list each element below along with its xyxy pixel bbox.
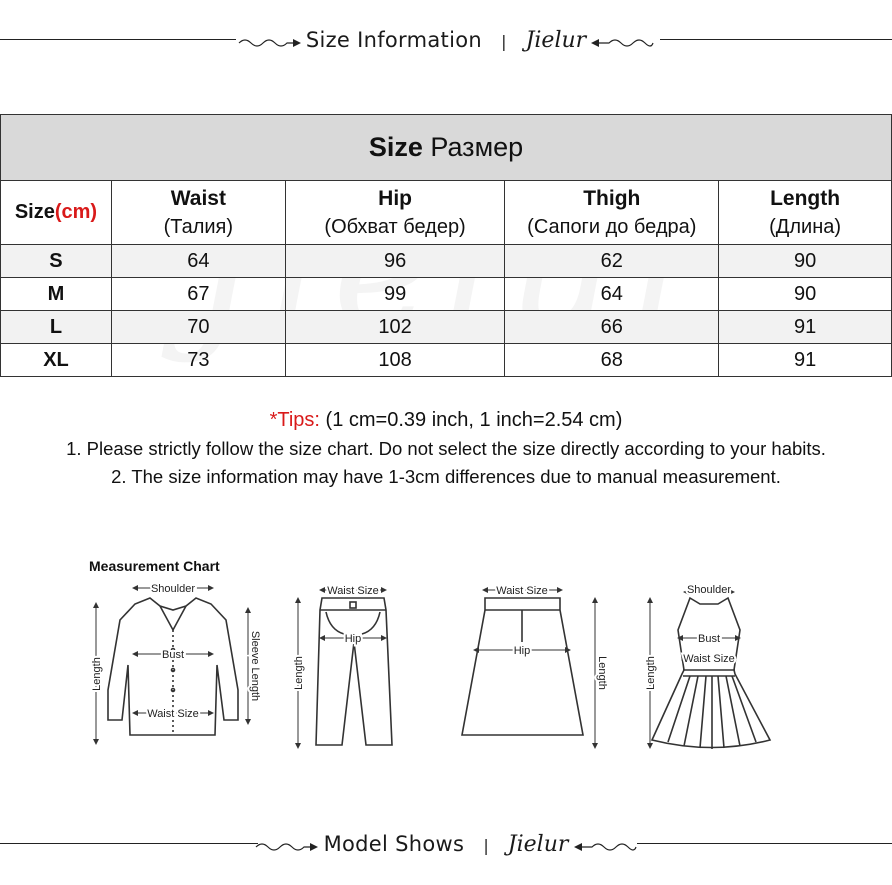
header-separator: |: [501, 32, 507, 51]
waist-cell: 64: [111, 245, 285, 278]
swirl-arrow-icon: [591, 36, 655, 50]
swirl-arrow-icon: [237, 36, 301, 50]
pants-icon: [316, 598, 392, 745]
table-heading-row: [1, 115, 892, 181]
brand-logo-text: Jielur: [507, 832, 569, 857]
measurement-chart-figures: [0, 570, 892, 760]
column-title: Length: [770, 186, 841, 210]
length-cell: 90: [719, 278, 892, 311]
label-length: Length: [293, 656, 305, 690]
hip-cell: 102: [285, 311, 505, 344]
table-row: [1, 245, 892, 278]
measure-arrows: [476, 590, 595, 746]
column-subtitle: (Обхват бедер): [324, 215, 466, 238]
label-bust: Bust: [161, 649, 185, 661]
thigh-cell: 68: [505, 344, 719, 377]
thigh-cell: 62: [505, 245, 719, 278]
label-shoulder: Shoulder: [686, 584, 732, 596]
swirl-arrow-icon: [254, 840, 318, 854]
size-col-unit: (cm): [54, 201, 98, 223]
header-banner: [0, 20, 892, 60]
column-title: Waist: [170, 186, 226, 210]
label-length: Length: [91, 657, 103, 691]
size-table: [0, 114, 892, 377]
size-col-label: Size: [14, 201, 55, 223]
footer-banner: [0, 824, 892, 864]
column-header-waist: [111, 181, 285, 245]
size-cell: L: [1, 311, 112, 344]
hip-cell: 108: [285, 344, 505, 377]
column-title: Thigh: [583, 186, 641, 210]
table-heading: [1, 115, 892, 181]
column-title: Hip: [378, 186, 412, 210]
table-row: [1, 344, 892, 377]
length-cell: 91: [719, 311, 892, 344]
column-subtitle: (Длина): [769, 215, 842, 238]
hip-cell: 99: [285, 278, 505, 311]
label-waist-size: Waist Size: [147, 708, 199, 720]
header-title-group: [0, 20, 892, 60]
size-cell: M: [1, 278, 112, 311]
column-header-size: [1, 181, 112, 245]
length-cell: 91: [719, 344, 892, 377]
hip-cell: 96: [285, 245, 505, 278]
column-subtitle: (Сапоги до бедра): [527, 215, 697, 238]
size-cell: XL: [1, 344, 112, 377]
table-heading-rest: Размер: [430, 132, 524, 162]
table-column-header-row: [1, 181, 892, 245]
label-waist-size: Waist Size: [327, 585, 379, 597]
label-hip: Hip: [344, 633, 362, 645]
dress-icon: [652, 598, 770, 749]
label-waist-size: Waist Size: [683, 653, 735, 665]
skirt-icon: [462, 598, 583, 735]
label-bust: Bust: [697, 633, 721, 645]
label-waist-size: Waist Size: [496, 585, 548, 597]
label-sleeve-length: Sleeve Length: [249, 630, 261, 702]
footer-title-group: [0, 824, 892, 864]
thigh-cell: 66: [505, 311, 719, 344]
table-heading-bold: Size: [368, 132, 423, 162]
footer-separator: |: [483, 836, 489, 855]
footer-title: Model Shows: [323, 832, 465, 856]
length-cell: 90: [719, 245, 892, 278]
waist-cell: 73: [111, 344, 285, 377]
label-length: Length: [596, 656, 608, 690]
tips-conversion: [0, 405, 892, 435]
tips-note-1: 1. Please strictly follow the size chart. Do not select the size directly according to your habits.: [66, 438, 826, 459]
tips-conversion-text: (1 cm=0.39 inch, 1 inch=2.54 cm): [320, 409, 623, 431]
label-length: Length: [645, 656, 657, 690]
measure-arrows: [298, 590, 384, 746]
label-hip: Hip: [513, 645, 531, 657]
swirl-arrow-icon: [574, 840, 638, 854]
tips-label: *Tips:: [269, 409, 320, 431]
column-header-hip: [285, 181, 505, 245]
table-row: [1, 278, 892, 311]
waist-cell: 67: [111, 278, 285, 311]
size-cell: S: [1, 245, 112, 278]
thigh-cell: 64: [505, 278, 719, 311]
table-row: [1, 311, 892, 344]
label-shoulder: Shoulder: [150, 583, 196, 595]
brand-logo-text: Jielur: [525, 28, 587, 53]
header-title: Size Information: [305, 28, 482, 52]
measure-arrows: [650, 592, 738, 746]
column-header-length: [719, 181, 892, 245]
measurement-chart-title: Measurement Chart: [89, 558, 220, 574]
tips-note-2: 2. The size information may have 1-3cm differences due to manual measurement.: [111, 466, 781, 487]
column-header-thigh: [505, 181, 719, 245]
column-subtitle: (Талия): [163, 215, 234, 238]
waist-cell: 70: [111, 311, 285, 344]
tips-section: [0, 405, 892, 491]
